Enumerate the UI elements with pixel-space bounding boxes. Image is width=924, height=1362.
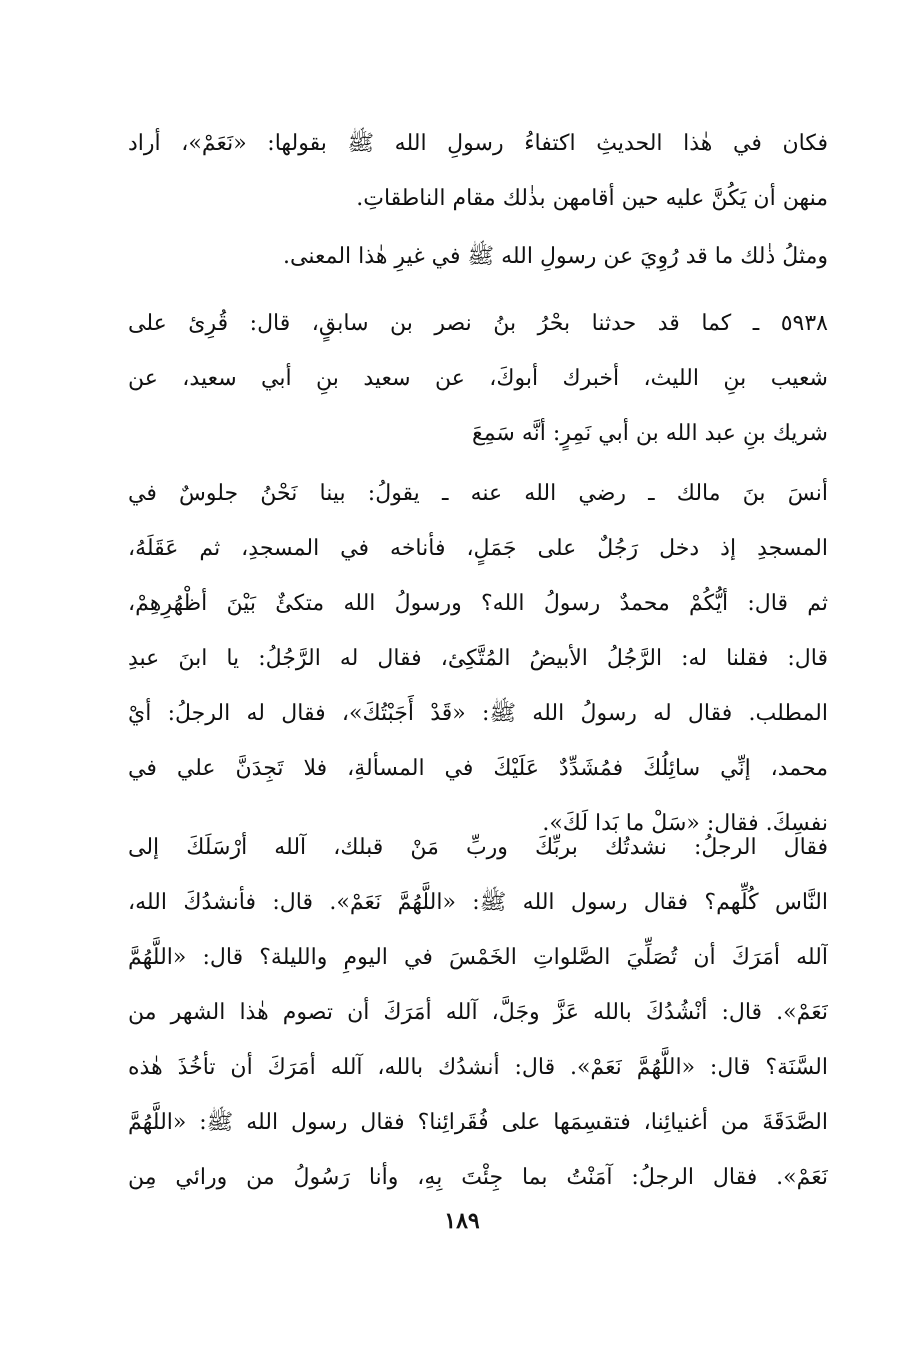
text-line: أنسَ بنَ مالك ـ رضي الله عنه ـ يقولُ: بينا نَحْنُ جلوسٌ في xyxy=(128,481,828,506)
text-line: فقال الرجلُ: نشدتُك بربِّكَ وربِّ مَنْ قبلك، آلله أرْسَلَكَ إلى xyxy=(128,835,828,860)
text-line: منهن أن يَكُنَّ عليه حين أقامهن بذٰلك مقام الناطقاتِ. xyxy=(356,186,828,211)
text-line: شريك بنِ عبد الله بن أبي نَمِرٍ: أنَّه سَمِعَ xyxy=(472,421,828,446)
text-line: شعيب بنِ الليث، أخبرك أبوكَ، عن سعيد بنِ أبي سعيد، عن xyxy=(128,366,828,391)
text-line: المسجدِ إذ دخل رَجُلٌ على جَمَلٍ، فأناخه في المسجدِ، ثم عَقَلَهُ، xyxy=(128,536,828,561)
text-line: ثم قال: أيُّكُمْ محمدٌ رسولُ الله؟ ورسولُ الله متكئٌ بَيْنَ أظْهُرِهِمْ، xyxy=(128,591,828,616)
paragraph-1 xyxy=(128,116,828,226)
text-line: فكان في هٰذا الحديثِ اكتفاءُ رسولِ الله ﷺ بقولها: «نَعَمْ»، أراد xyxy=(128,131,828,156)
text-line: النَّاس كُلِّهم؟ فقال رسول الله ﷺ: «اللَّهُمَّ نَعَمْ». قال: فأنشدُكَ الله، xyxy=(128,890,828,915)
text-line: السَّنَة؟ قال: «اللَّهُمَّ نَعَمْ». قال: أنشدُك بالله، آلله أمَرَكَ أن تأخُذَ هٰذه xyxy=(128,1055,828,1080)
text-line: نَعَمْ». فقال الرجلُ: آمَنْتُ بما جِئْتَ بِهِ، وأنا رَسُولُ من ورائي مِن xyxy=(128,1165,828,1190)
text-line: الصَّدَقَةَ من أغنيائِنا، فتقسِمَها على فُقَرائِنا؟ فقال رسول الله ﷺ: «اللَّهُمَّ xyxy=(128,1110,828,1135)
text-line: نفسِكَ. فقال: «سَلْ ما بَدا لَكَ». xyxy=(542,811,828,836)
text-line: ٥٩٣٨ ـ كما قد حدثنا بحْرُ بنُ نصر بن سابقٍ، قال: قُرِئ على xyxy=(128,311,828,336)
page-number: ١٨٩ xyxy=(444,1208,480,1234)
paragraph-2 xyxy=(128,229,828,284)
text-line: آلله أمَرَكَ أن تُصَلِّيَ الصَّلواتِ الخَمْسَ في اليومِ والليلة؟ قال: «اللَّهُمَّ xyxy=(128,945,828,970)
paragraph-5 xyxy=(128,820,828,1205)
text-line: قال: فقلنا له: الرَّجُلُ الأبيضُ المُتَّكِئ، فقال له الرَّجُلُ: يا ابنَ عبدِ xyxy=(128,646,828,671)
text-line: محمد، إنِّي سائِلُكَ فمُشَدِّدٌ عَلَيْكَ في المسألةِ، فلا تَجِدَنَّ علي في xyxy=(128,756,828,781)
paragraph-4 xyxy=(128,466,828,851)
text-line: المطلب. فقال له رسولُ الله ﷺ: «قَدْ أَجَبْتُكَ»، فقال له الرجلُ: أيْ xyxy=(128,701,828,726)
text-line: نَعَمْ». قال: أنْشُدُكَ بالله عَزَّ وجَلَّ، آلله أمَرَكَ أن تصوم هٰذا الشهر من xyxy=(128,1000,828,1025)
text-line: ومثلُ ذٰلك ما قد رُوِيَ عن رسولِ الله ﷺ في غيرِ هٰذا المعنى. xyxy=(283,244,828,269)
paragraph-3 xyxy=(128,296,828,461)
